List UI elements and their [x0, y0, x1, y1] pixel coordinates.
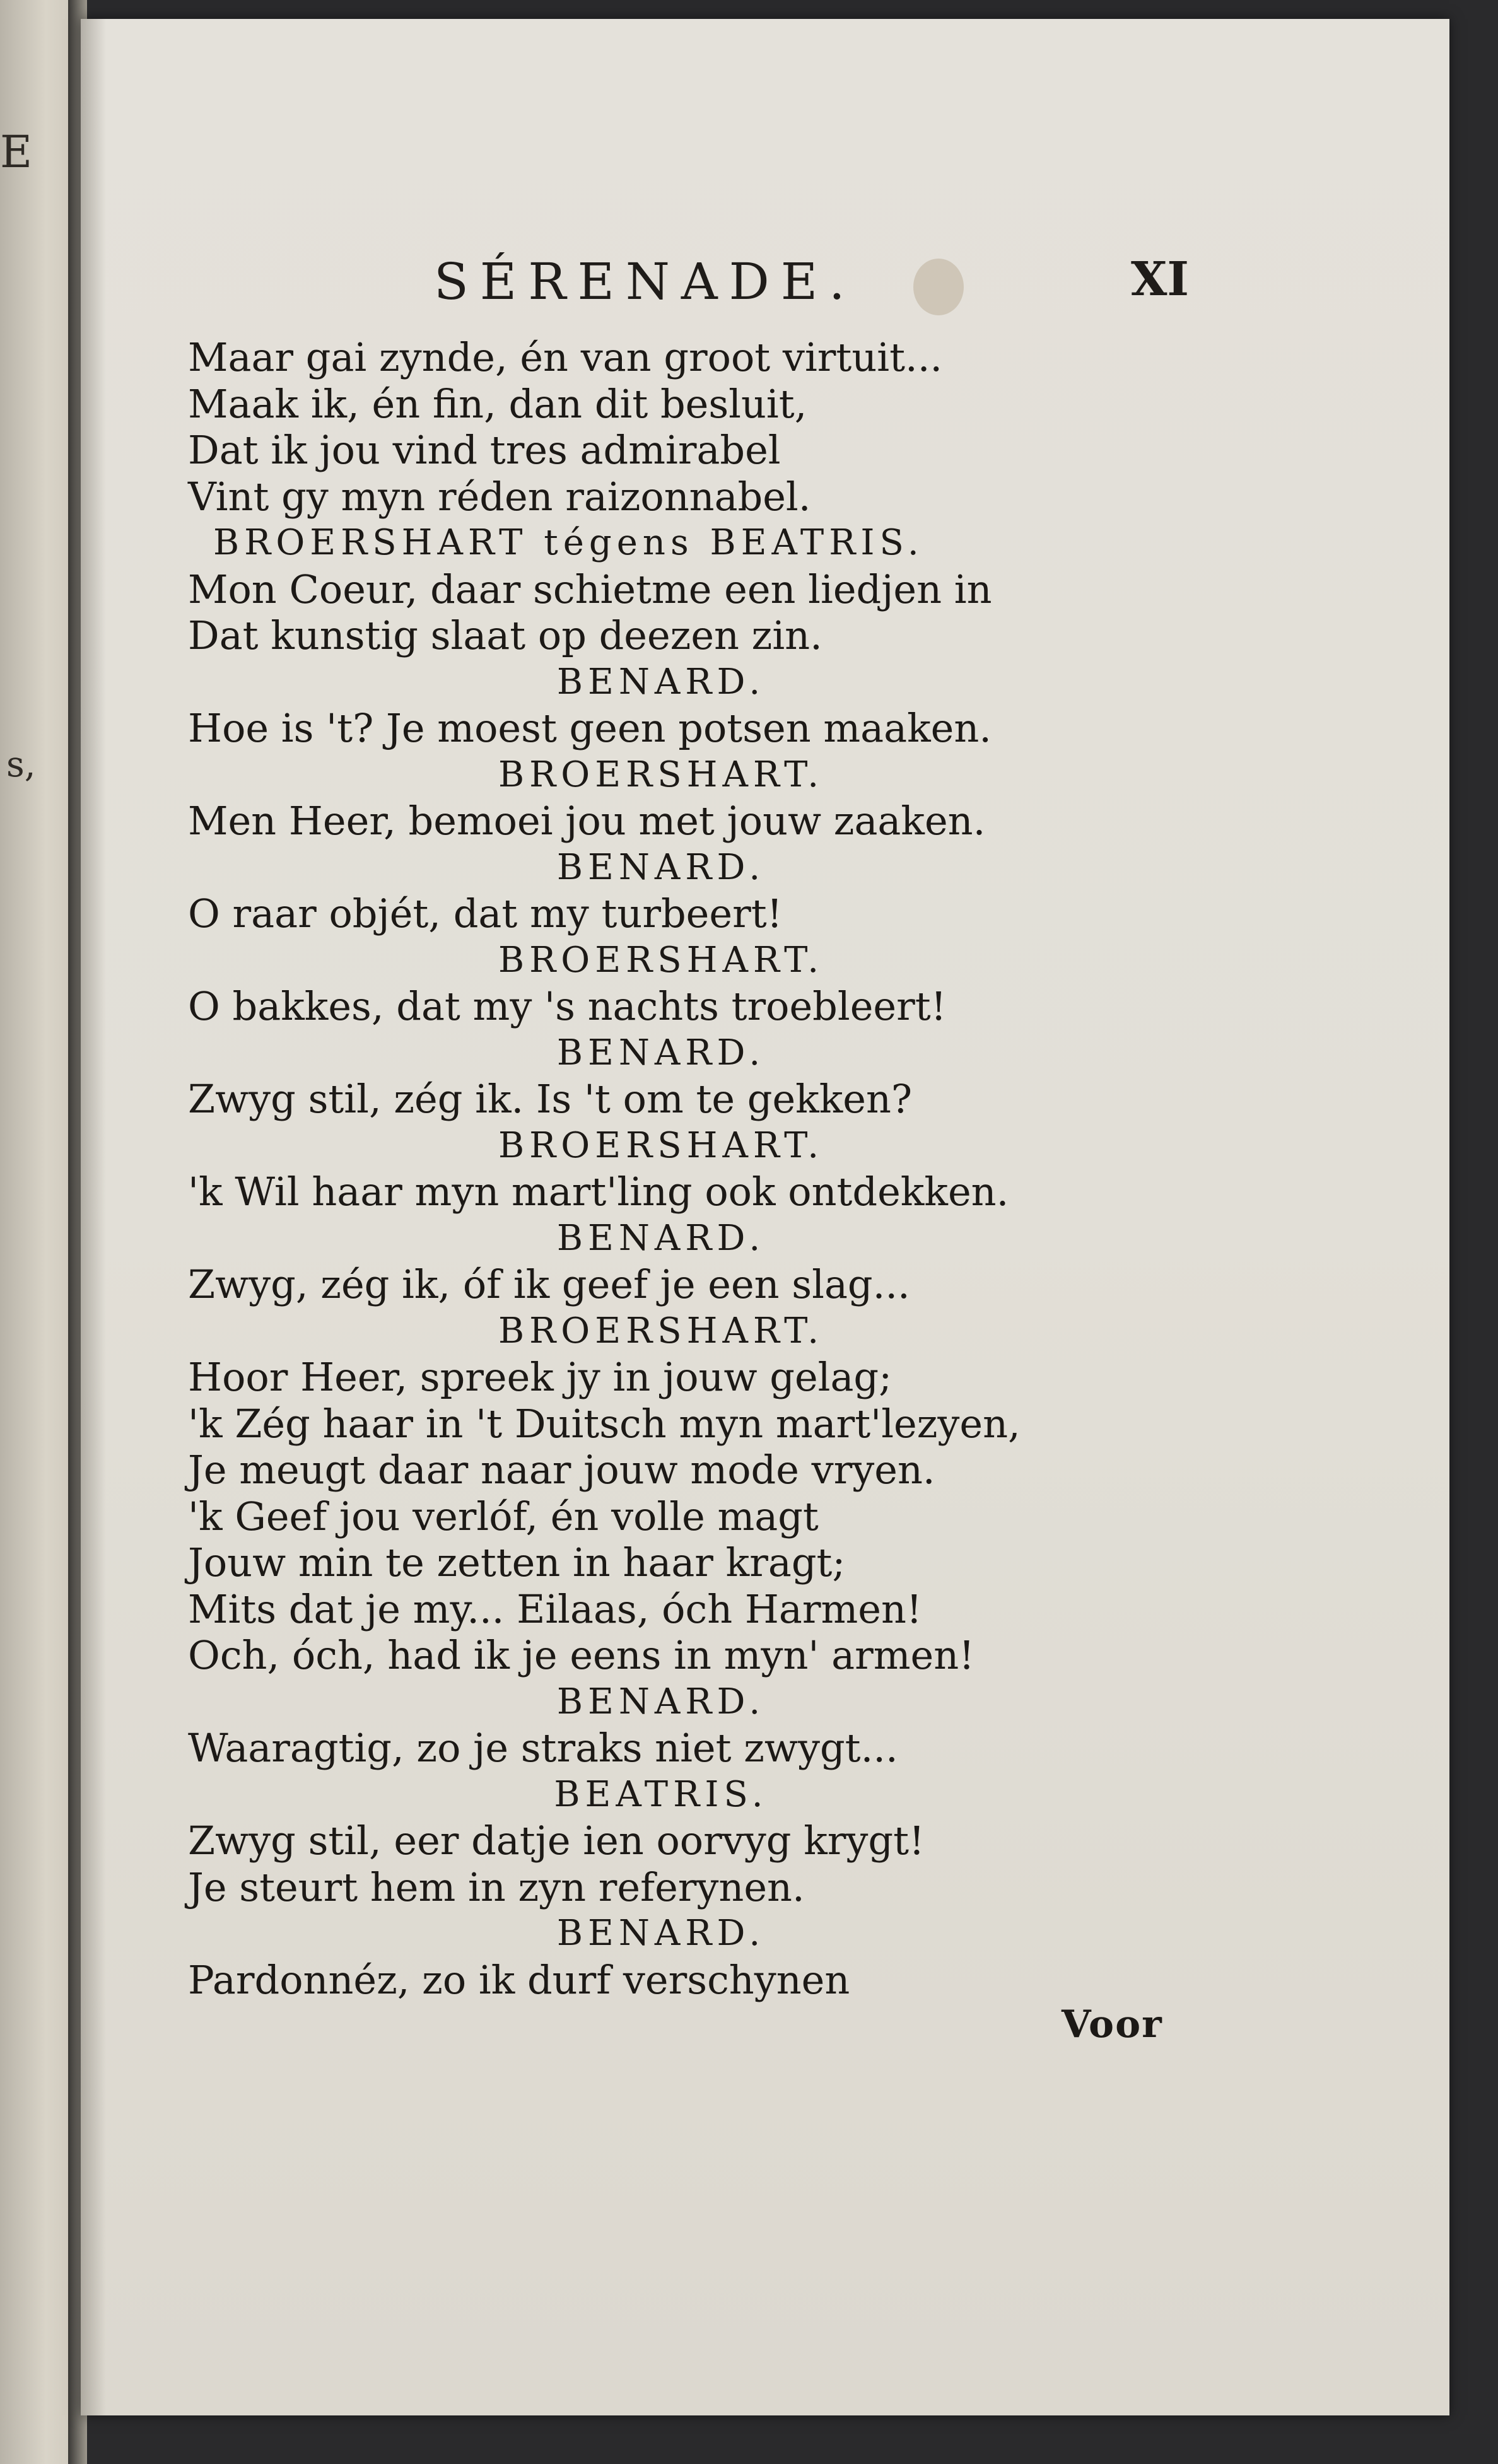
- verse-line: Maar gai zynde, én van groot virtuit...: [188, 334, 943, 380]
- running-title: SÉRENADE.: [434, 252, 857, 311]
- catchword: Voor: [1062, 2002, 1163, 2047]
- speaker-name: BENARD.: [556, 1913, 766, 1954]
- verse-line: Pardonnéz, zo ik durf verschynen: [188, 1956, 850, 2003]
- speaker-name: BROERSHART.: [498, 754, 824, 795]
- facing-page-fragment: s,: [6, 744, 36, 785]
- verse-line: Hoor Heer, spreek jy in jouw gelag;: [188, 1354, 892, 1400]
- verse-line: Dat kunstig slaat op deezen zin.: [188, 612, 822, 658]
- verse-line: Je steurt hem in zyn referynen.: [188, 1864, 805, 1910]
- verse-line: Vint gy myn réden raizonnabel.: [188, 473, 811, 520]
- verse-line: Zwyg, zég ik, óf ik geef je een slag...: [188, 1261, 910, 1307]
- verse-line: Mits dat je my... Eilaas, óch Harmen!: [188, 1585, 922, 1632]
- speaker-name: BENARD.: [556, 1032, 766, 1073]
- page-number: XI: [1131, 252, 1190, 307]
- verse-line: O raar objét, dat my turbeert!: [188, 890, 783, 937]
- verse-line: 'k Zég haar in 't Duitsch myn mart'lezyen,: [188, 1400, 1021, 1447]
- speaker-name: BENARD.: [556, 1681, 766, 1722]
- facing-page-fragment: E: [0, 126, 33, 178]
- facing-page-edge: [0, 0, 77, 2464]
- speaker-name: BROERSHART.: [498, 939, 824, 981]
- verse-line: Dat ik jou vind tres admirabel: [188, 427, 781, 473]
- paper-stain: [913, 259, 964, 315]
- verse-line: Zwyg stil, eer datje ien oorvyg krygt!: [188, 1818, 925, 1864]
- speaker-name: BEATRIS.: [554, 1773, 768, 1815]
- speaker-name: BENARD.: [556, 846, 766, 888]
- stage-direction: BROERSHART tégens BEATRIS.: [213, 522, 924, 563]
- spine-shadow: [81, 19, 106, 2415]
- verse-line: Jouw min te zetten in haar kragt;: [188, 1539, 846, 1585]
- verse-line: Och, óch, had ik je eens in myn' armen!: [188, 1632, 975, 1678]
- speaker-name: BROERSHART.: [498, 1124, 824, 1166]
- verse-line: 'k Wil haar myn mart'ling ook ontdekken.: [188, 1169, 1009, 1215]
- verse-line: 'k Geef jou verlóf, én volle magt: [188, 1493, 819, 1539]
- speaker-name: BENARD.: [556, 661, 766, 703]
- verse-line: Mon Coeur, daar schietme een liedjen in: [188, 566, 992, 612]
- speaker-name: BROERSHART.: [498, 1310, 824, 1352]
- verse-line: Maak ik, én fin, dan dit besluit,: [188, 380, 807, 427]
- verse-line: Men Heer, bemoei jou met jouw zaaken.: [188, 798, 986, 844]
- book-page: [81, 19, 1449, 2415]
- verse-text: [188, 334, 1134, 2003]
- verse-line: Zwyg stil, zég ik. Is 't om te gekken?: [188, 1076, 913, 1122]
- verse-line: Hoe is 't? Je moest geen potsen maaken.: [188, 705, 992, 751]
- verse-line: Je meugt daar naar jouw mode vryen.: [188, 1447, 935, 1493]
- verse-line: Waaragtig, zo je straks niet zwygt...: [188, 1725, 898, 1771]
- speaker-name: BENARD.: [556, 1217, 766, 1259]
- verse-line: O bakkes, dat my 's nachts troebleert!: [188, 983, 947, 1029]
